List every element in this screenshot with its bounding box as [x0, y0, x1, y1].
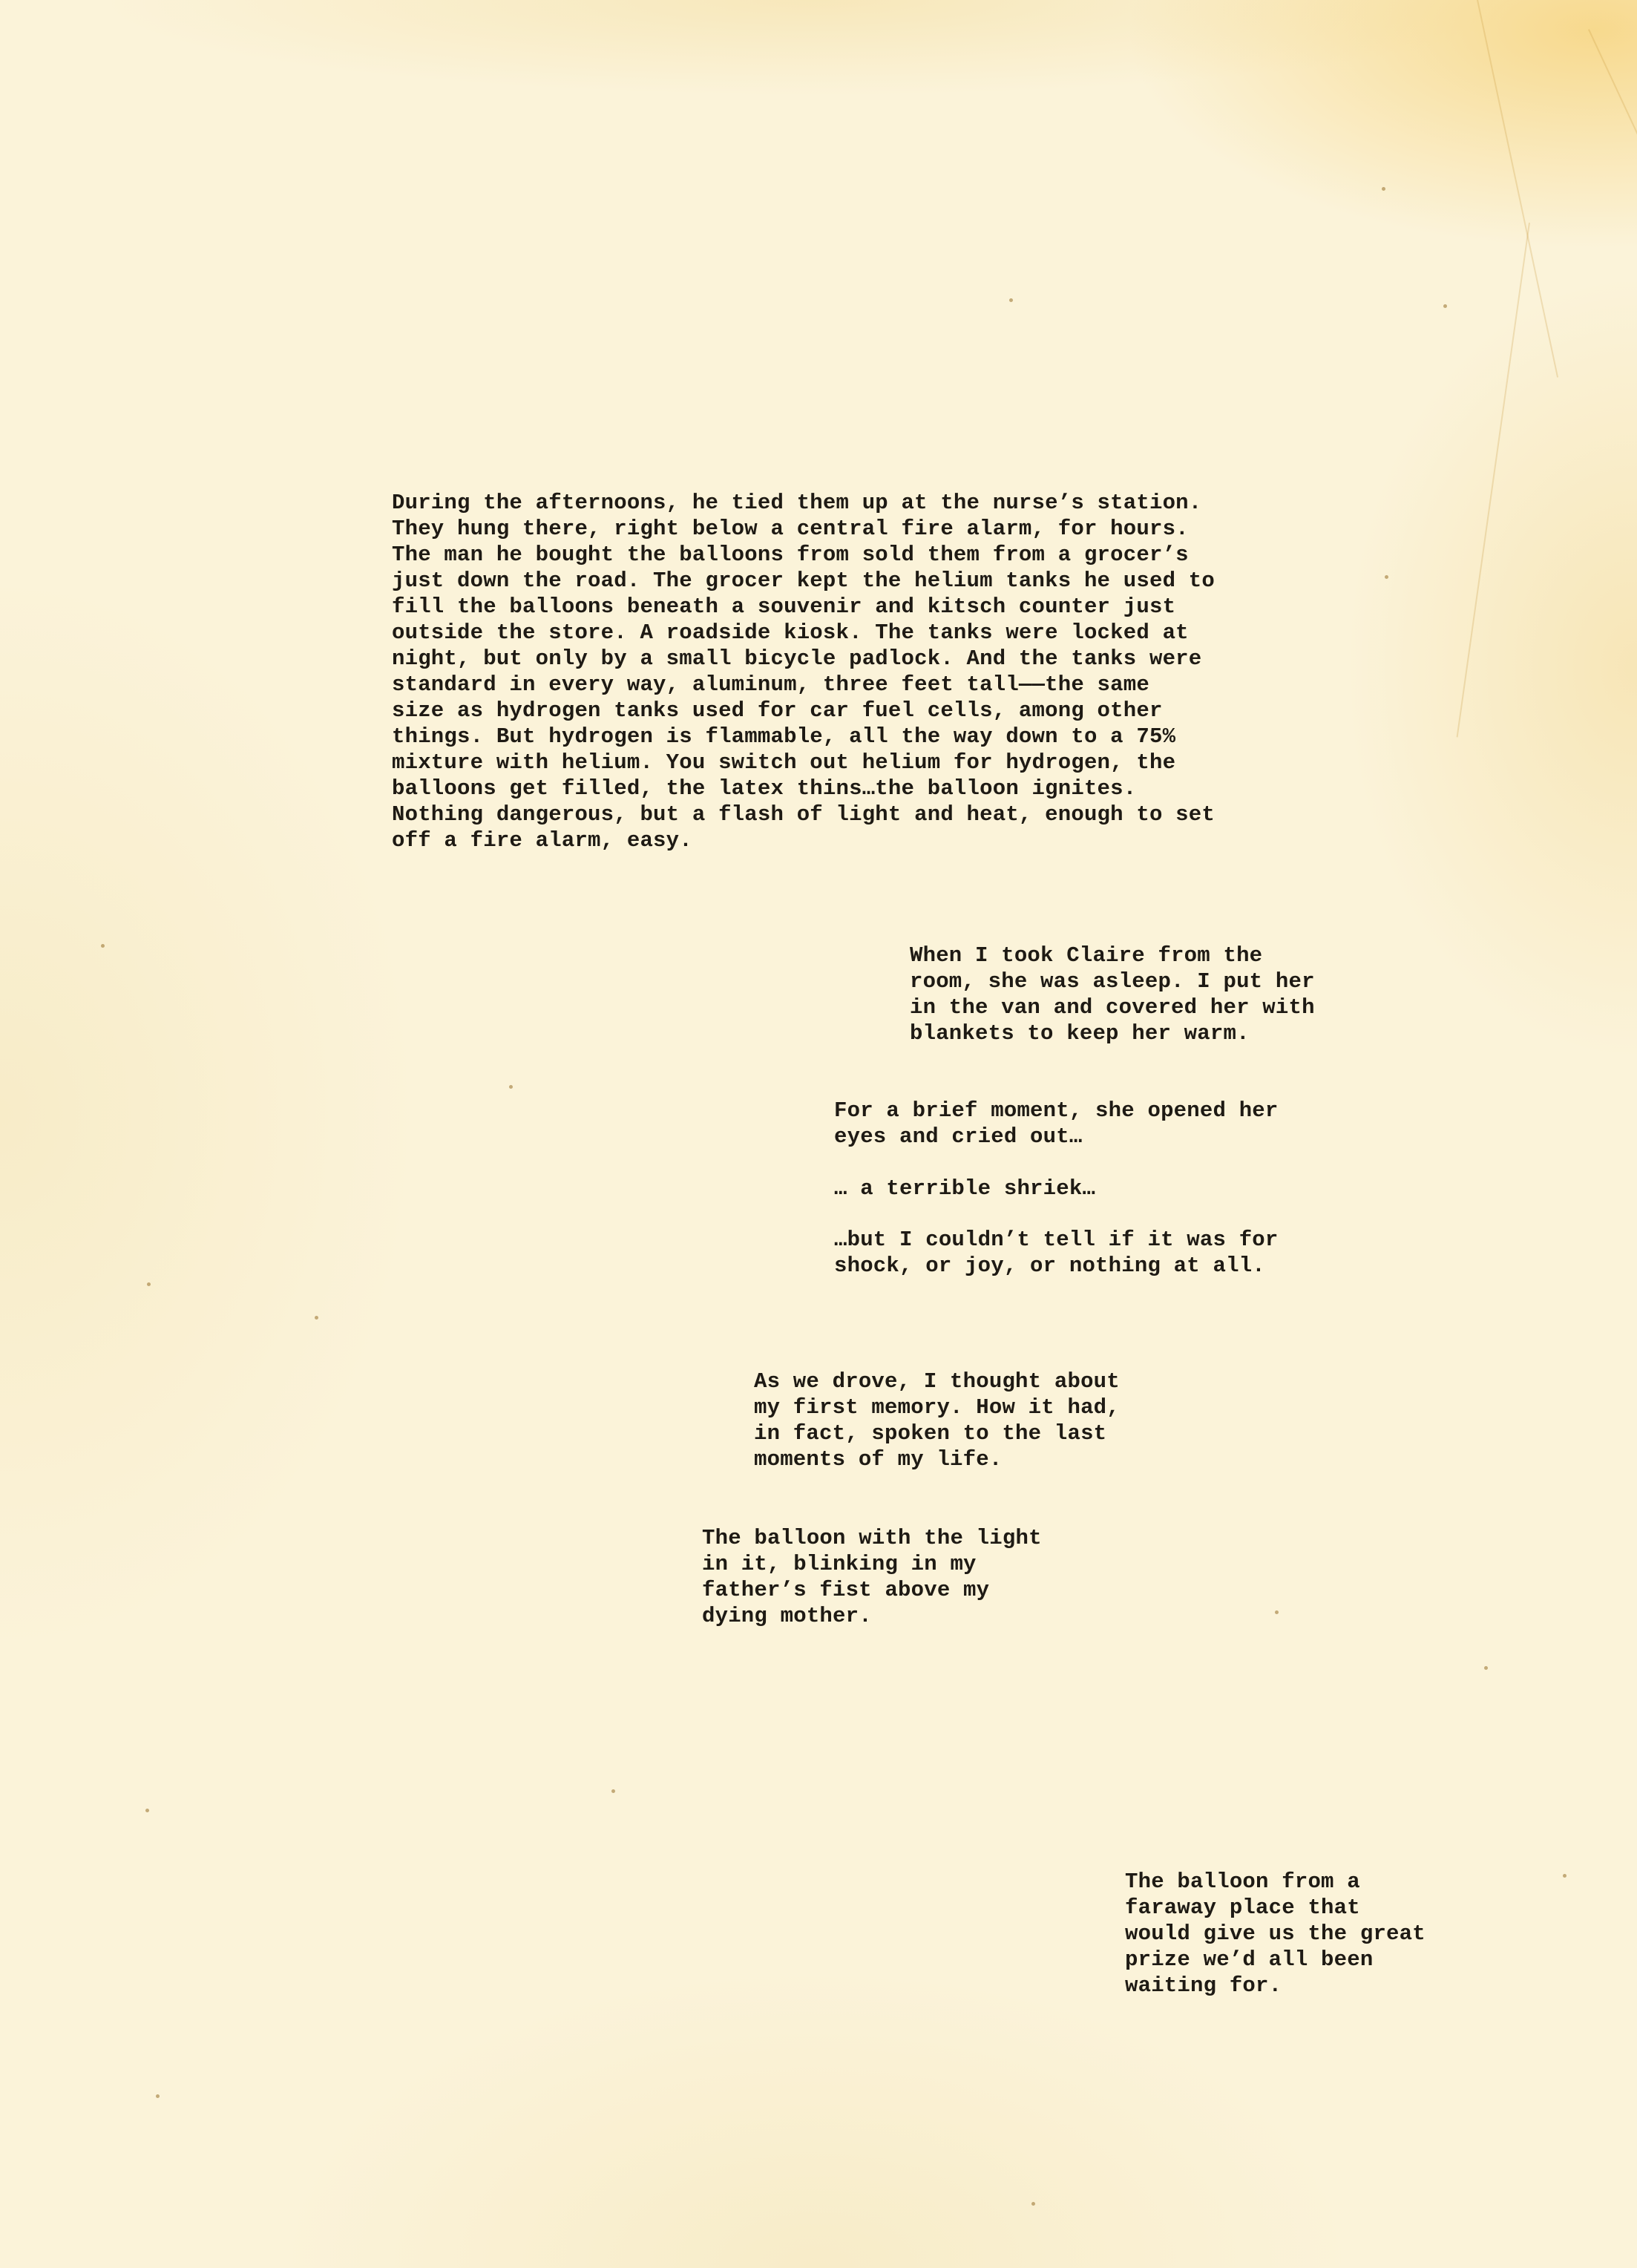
paper-crease	[1588, 29, 1637, 232]
paragraph-brief-moment: For a brief moment, she opened her eyes and cried out…	[834, 1098, 1279, 1149]
paper-speck	[509, 1085, 513, 1089]
paper-speck	[611, 1789, 615, 1793]
paper-crease	[1457, 223, 1530, 737]
paper-speck	[1031, 2202, 1035, 2206]
paper-crease	[1477, 0, 1558, 378]
paper-speck	[315, 1316, 318, 1320]
paper-speck	[1484, 1666, 1488, 1670]
paragraph-faraway-balloon: The balloon from a faraway place that would give us the great prize we’d all been waiting for.	[1125, 1869, 1426, 1998]
paper-speck	[101, 944, 105, 948]
paper-speck	[156, 2094, 160, 2098]
paper-speck	[1443, 304, 1447, 308]
paper-speck	[1009, 298, 1013, 302]
paragraph-first-memory: As we drove, I thought about my first memory. How it had, in fact, spoken to the last moments of my life.	[754, 1369, 1120, 1472]
paper-speck	[145, 1809, 149, 1812]
paragraph-could-not-tell: …but I couldn’t tell if it was for shock, or joy, or nothing at all.	[834, 1228, 1279, 1278]
paragraph-terrible-shriek: … a terrible shriek…	[834, 1176, 1096, 1201]
paper-speck	[1382, 187, 1385, 191]
paper-speck	[1563, 1874, 1567, 1878]
paper-speck	[1385, 575, 1388, 579]
paragraph-nurse-station: During the afternoons, he tied them up at the nurse’s station. They hung there, right below a central fire alarm, for hours. The man he bought the balloons from sold them from a grocer’s just down the road. The grocer kept the helium tanks he used to fill the balloons beneath a souvenir and kitsch counter just outside the store. A roadside kiosk. The tanks were locked at night, but only by a small bicycle padlock. And the tanks were standard in every way, aluminum, three feet tall——the same size as hydrogen tanks used for car fuel cells, among other things. But hydrogen is flammable, all the way down to a 75% mixture with helium. You switch out helium for hydrogen, the balloons get filled, the latex thins…the balloon ignites. Nothing dangerous, but a flash of light and heat, enough to set off a fire alarm, easy.	[392, 491, 1215, 853]
paper-speck	[1275, 1610, 1279, 1614]
paragraph-balloon-light: The balloon with the light in it, blinking in my father’s fist above my dying mother.	[702, 1526, 1042, 1628]
paper-speck	[147, 1282, 151, 1286]
paragraph-took-claire: When I took Claire from the room, she was asleep. I put her in the van and covered her with blankets to keep her warm.	[910, 943, 1315, 1046]
